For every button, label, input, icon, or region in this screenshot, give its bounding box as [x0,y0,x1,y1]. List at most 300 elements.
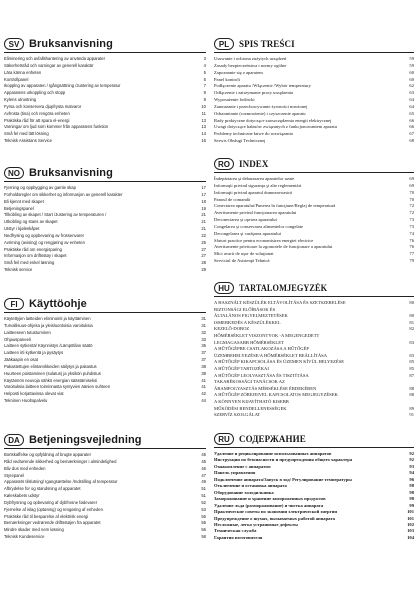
toc-entry [4,520,206,527]
toc-entry-page: 5 [203,76,206,82]
toc-entry-title: Teknisk Assistans Service [4,138,52,144]
toc-entry-page: 93 [409,463,414,469]
toc-entry-page: 27 [201,246,206,252]
toc-entry [214,238,414,245]
toc-entry-title: Usuwanie i ochrona zużytych urządzeń [214,56,287,61]
toc-entry-title: Helposti korjattavissa olevat viat [4,391,64,397]
toc-entry-title: Техническая служба [214,528,257,534]
toc-entry-title: Jääkaapin en osat [4,357,38,363]
toc-entry [4,70,206,77]
toc-entry-title: Ikopplng av apparaten / Igångsättning /Justering av temperatur [4,83,121,89]
toc-entry-page: 9 [203,97,206,103]
toc-entry-title: Informaţii privind siguranţa şi alte reglementări [214,182,302,188]
toc-entry-title: Odłączenie i zatrzymanie pracy urządzenia [214,90,294,96]
toc-entry [214,90,414,97]
toc-entry-page: 41 [201,377,206,383]
toc-entry-title: Mici avarii de uşor de soluţionat [214,251,274,257]
toc-entry [214,258,414,265]
language-badge: DA [4,434,24,446]
toc-entry-page: 99 [409,502,414,508]
toc-entry [214,313,414,320]
toc-entry [214,399,414,406]
toc-entry [214,190,414,197]
section-title: Bruksanvisning [29,167,113,179]
toc-entry [4,330,206,337]
language-badge: FI [4,298,24,310]
toc-entry-title: Utkobling og stans av skapet [4,219,58,225]
toc-entry-title: Предупреждение о шумах, вызываемых работой аппарата [214,515,335,521]
toc-entry-title: Informasjon om driftsstøy i skapet [4,253,67,259]
toc-entry-title: Varoituksia laitteen toiminnasta syntyvien äänien suhteen [4,384,111,390]
toc-entry-page: 92 [409,451,414,456]
toc-entry-page: 21 [201,219,206,225]
toc-entry-title: Bemærkninger vedrørende driftsstøjen fra apparatet [4,520,101,526]
toc-entry-page: 101 [407,515,414,521]
toc-entry-page: 4 [203,62,206,68]
section-title: INDEX [239,159,269,169]
toc-entry [214,210,414,217]
toc-entry-page: 76 [409,237,414,243]
section-title: TARTALOMJEGYZÉK [239,283,328,293]
toc-entry-title: Uwagi dotyczące hałasów związanych z funkcjonowaniem aparatu [214,124,337,130]
toc-entry-title: Råd vedrørende sikkerhed og bemærkninger i almindelighed [4,458,117,464]
toc-entry [214,346,414,353]
toc-list [4,316,206,405]
toc-entry-title: Удаление и рециклирование использованных аппаратов [214,451,332,456]
toc-entry-title: Несложные, легко устранимые дефекты [214,521,298,527]
toc-entry [214,386,414,393]
toc-entry-title: Apparatens urkoppling och stopp [4,90,66,96]
toc-entry [214,244,414,251]
toc-entry-title: Bortskaffelse og opfyldning af brugte apparater [4,452,91,457]
toc-entry-page: 32 [201,329,206,335]
toc-entry-title: Sfaturi practice pentru economisirea energiei electrice [214,237,314,243]
toc-entry [214,379,414,386]
toc-entry-page: 66 [409,124,414,130]
language-badge: HU [214,282,234,294]
toc-entry [214,320,414,327]
toc-list [214,56,414,145]
toc-entry-title: Nedfrysing og oppbevaring av frossenvarer [4,232,85,238]
toc-entry-title: Подключение аппарата/Запуск в ход/ Регулирование температуры [214,476,352,482]
toc-entry-page: 103 [407,528,414,534]
toc-entry-page: 73 [409,223,414,229]
toc-entry [4,378,206,385]
toc-entry [4,371,206,378]
toc-entry [214,203,414,210]
toc-entry-title: Praktiska råd för att spara el-energi [4,117,70,123]
toc-entry-page: 53 [201,506,206,512]
toc-entry [214,535,414,541]
toc-entry-title: Avriming (avising) og rengjøring av enheten [4,239,85,245]
toc-entry [214,138,414,145]
toc-entry-title: Tekninen Huoltopalvelu [4,398,48,404]
toc-entry [214,104,414,111]
toc-entry [4,514,206,521]
section-title: СОДЕРЖАНИЕ [239,434,306,444]
toc-entry [214,118,414,125]
toc-entry [4,138,206,145]
toc-entry-title: KEZELŐ-DOBOZ [214,326,250,332]
toc-entry-title: Serwis Obsługi Technicznej [214,138,266,144]
section-title: Betjeningsvejledning [29,434,142,446]
toc-list [4,56,206,145]
toc-entry-title: Laitteeseen tutustuminen [4,329,51,335]
toc-entry-title: Avertismente privind funcţionarea aparatului [214,210,297,216]
toc-entry-title: A HŰTŐGÉP KIKAPCSOLÁSA ÉS ÜZEMEN KÍVÜL HELYEZÉSE [214,359,345,365]
toc-entry-page: 55 [201,520,206,526]
toc-entry [4,118,206,125]
toc-entry-title: Fjernelse af islag (optøning) og rengøring af enheden [4,506,103,512]
toc-entry-title: Serviciul de Asistenţă Tehnică [214,258,270,264]
toc-entry-page: 72 [409,210,414,216]
toc-entry-page: 82 [409,326,414,332]
toc-entry [4,124,206,131]
toc-entry-page: 9 [203,90,206,96]
toc-entry [214,63,414,70]
toc-entry-page: 64 [409,97,414,103]
toc-entry [4,111,206,118]
toc-entry-page: 79 [409,258,414,264]
toc-entry-title: Bli kjennt med skapet [4,198,44,204]
toc-entry [4,486,206,493]
toc-entry-page: 28 [201,260,206,266]
toc-entry-page: 85 [409,365,414,371]
toc-entry-page: 80 [409,300,414,305]
toc-entry-page: 51 [201,493,206,499]
toc-entry-title: A HŰTŐGÉPBE CSATLAKOZÁSA A HŰTŐGÉP [214,346,309,352]
toc-entry-page: 88 [409,392,414,398]
toc-entry-title: Avfrosta (tina) och rengöra enheten [4,110,70,116]
toc-entry [214,366,414,373]
toc-entry [4,323,206,330]
toc-entry [4,131,206,138]
toc-entry-title: Informaţii privind aparatul dumneavoastră [214,189,292,195]
toc-entry-page: 3 [203,56,206,61]
toc-entry-title: Eliminering och avfallshantering av använda apparater [4,56,106,61]
toc-entry-title: Wyposażenie lodówki [214,97,255,103]
toc-entry-page: 16 [201,138,206,144]
toc-entry-title: Отключение и остановка аппарата [214,483,287,489]
toc-entry-page: 98 [409,496,414,502]
toc-entry [214,412,414,419]
toc-entry [4,63,206,70]
toc-entry [4,97,206,104]
toc-entry-title: Zamrażanie i przechowywanie żywności mrożonej [214,103,308,109]
toc-entry-page: 46 [201,465,206,471]
toc-section-fi [4,296,206,405]
toc-entry-title: Dybfrysning og opbevaring af dybfrosne fødevarer [4,499,98,505]
toc-entry-title: Fyrsa och konservera djupfrysta matvaror [4,103,82,109]
toc-entry-title: Podłączenie aparatu /Włączenie /Wybór temperatury [214,83,311,89]
toc-entry-page: 13 [201,117,206,123]
toc-entry [4,90,206,97]
toc-entry [214,83,414,90]
toc-entry [214,333,414,340]
toc-entry-title: Панель управления [214,470,256,476]
toc-entry [214,326,414,333]
toc-entry-page: 47 [201,472,206,478]
language-badge: SV [4,38,24,50]
toc-list [214,451,414,541]
section-header [214,431,414,448]
section-title: Käyttöohje [29,298,87,310]
toc-entry-page: 49 [201,479,206,485]
toc-entry-page: 51 [201,486,206,492]
toc-entry-title: A HŰTŐGÉP ZÖREJEIVEL KAPCSOLATOS MEGJEGYZÉSEK [214,392,338,398]
toc-entry-page: 85 [409,359,414,365]
toc-entry-title: Apparatets tilslutning/ Igangsættelse /Indstilling af temperatur [4,479,118,485]
toc-entry-title: Odszranianie (rozmrożenie) i czyszczenie aparatu [214,110,306,116]
toc-entry-title: Käytettyjen laitteiden eliminointi ja käyttäminen [4,316,91,321]
toc-entry-page: 96 [409,476,414,482]
toc-entry-title: Ознакомление с аппаратом [214,463,271,469]
toc-entry-title: Kontrollpanel [4,76,29,82]
toc-entry-page: 69 [409,182,414,188]
toc-entry [4,459,206,466]
toc-entry-page: 22 [201,232,206,238]
toc-entry-page: 72 [409,203,414,209]
toc-entry-page: 59 [409,62,414,68]
toc-entry-title: Замораживание и хранение замороженных продуктов [214,496,326,502]
section-title: Bruksanvisning [29,38,113,50]
toc-entry-title: Bliv dus med enheden [4,465,46,471]
toc-entry-title: Îndepărtarea şi debarasarea aparatelor uzate [214,176,295,181]
toc-section-ro [214,156,414,265]
toc-entry-title: Problemy techniczne łatwe do rozwiązania [214,131,293,137]
toc-entry-page: 59 [409,56,414,61]
toc-entry [4,83,206,90]
toc-entry-page: 21 [201,212,206,218]
toc-entry [4,384,206,391]
toc-entry-title: A KÖNNYEN KIJAVÍTHATÓ KISEBB [214,398,289,404]
toc-entry-title: Varningar om ljud som kommer från apparatens funktion [4,124,109,130]
section-header [214,280,414,297]
toc-entry-page: 68 [409,138,414,144]
toc-entry [4,479,206,486]
toc-entry [4,534,206,541]
toc-entry-page: 83 [409,339,414,345]
toc-entry-title: Kylens utrustning [4,97,37,103]
toc-entry-page: 14 [201,131,206,137]
section-header [4,36,206,53]
toc-entry-page: 98 [409,483,414,489]
toc-entry-title: SZERVÍZ SZOLGÁLAT [214,412,261,418]
toc-entry-page: 33 [201,336,206,342]
toc-entry [4,77,206,84]
toc-entry [4,267,206,274]
toc-entry-page: 83 [409,352,414,358]
toc-entry-title: Tilkobling av skapet / Start /Justering av temperaturen / [4,212,107,218]
toc-entry-title: Удаление льда (размораживание) и чистка аппарата [214,502,324,508]
section-header [4,432,206,449]
toc-entry-page: 29 [201,267,206,273]
toc-entry [214,56,414,63]
toc-entry-title: Практические советы по экономии электрической энергии [214,509,337,515]
toc-entry [4,206,206,213]
toc-entry-title: Гарантия изготовителя [214,534,263,540]
section-header [4,165,206,182]
toc-entry-title: Betjeningspanel [4,205,34,211]
toc-entry-title: Praktiske råd til besparelse af elektrisk energi [4,513,89,519]
toc-entry [4,473,206,480]
toc-entry-title: Turvallisuus-ohjeita ja yleisluontoisia varoituksia [4,322,93,328]
toc-entry [214,183,414,190]
toc-entry-page: 25 [201,239,206,245]
toc-entry-title: Инструкции по безопасности и предупреждения общего характера [214,457,353,463]
toc-entry-title: LEGMAGASABB HŐMÉRSÉKLET [214,339,284,345]
toc-entry-page: 98 [409,489,414,495]
toc-entry [4,337,206,344]
toc-entry-title: Laitteen irti kytkentä ja pysäytys [4,350,64,356]
toc-entry-title: Små fel med lätt lösning [4,131,49,137]
toc-entry-title: Teknisk service [4,267,33,273]
toc-entry-title: Avertismente privitoare la zgomotele de funcţionare a aparatului [214,244,333,250]
toc-entry-page: 77 [409,251,414,257]
toc-entry-title: Deconectarea şi oprirea aparatului [214,217,277,223]
toc-entry [214,97,414,104]
toc-list [4,185,206,274]
toc-entry-page: 60 [409,76,414,82]
toc-entry-title: Conectarea aparatului/Punerea în funcţiune/Reglaj de temperatură [214,203,336,209]
toc-entry [4,240,206,247]
toc-section-no [4,165,206,274]
toc-entry [214,300,414,307]
toc-entry-title: ÁLTALÁNOS FIGYELMEZTETÉSEK [214,313,288,319]
toc-entry [4,507,206,514]
toc-entry [214,176,414,183]
toc-entry-page: 74 [409,230,414,236]
toc-entry-title: Panoul de comandă [214,196,250,202]
toc-entry-title: Zapoznanie się z aparatem [214,69,263,75]
toc-entry-page: 37 [201,357,206,363]
toc-entry-page: 58 [201,534,206,540]
toc-entry [4,493,206,500]
section-title: SPIS TREŚCI [239,39,295,49]
toc-entry [214,70,414,77]
toc-entry-page: 70 [409,196,414,202]
toc-entry-page: 55 [201,513,206,519]
toc-entry-title: ÁRAMFOGYASZTÁS MÉRSÉKLÉSE ÉRDEKÉBEN [214,385,317,391]
toc-entry [4,527,206,534]
toc-entry-page: 65 [409,110,414,116]
toc-entry-page: 21 [201,226,206,232]
toc-entry [4,212,206,219]
language-badge: RO [214,158,234,170]
toc-entry-page: 38 [201,363,206,369]
toc-entry-title: Styrepanel [4,472,25,478]
toc-entry-title: Säkerhetsråd och varningar av generell karaktär [4,62,94,68]
toc-entry [214,251,414,258]
toc-entry-title: Fjerning og oppbygging av gamle skap [4,185,76,190]
toc-entry-title: A HŰTŐGÉP LEOLVASZTÁSA ÉS TISZTÍTÁSA [214,372,309,378]
toc-entry-page: 66 [409,117,414,123]
toc-entry-page: 17 [201,185,206,190]
toc-entry-page: 92 [409,457,414,463]
toc-entry [4,357,206,364]
toc-entry-title: Køleskabets udstyr [4,493,40,499]
toc-entry-page: 67 [409,131,414,137]
toc-entry [214,373,414,380]
toc-entry-title: Utstyr i kjøleskåpet [4,226,40,232]
toc-entry [214,359,414,366]
section-header [214,36,414,53]
toc-entry-title: Laitteen sytkentä/ Käynnistys /Lämpötilan säätö [4,343,93,349]
toc-entry-title: Rady praktyczne dotyczące zaoszczędzenia energii elektrycznej [214,117,332,123]
toc-entry-page: 64 [409,103,414,109]
toc-entry-title: HŐMÉRSÉKLET VISZONTYOK -A MEGENGEDETT [214,332,320,338]
section-header [214,156,414,173]
toc-entry-page: 35 [201,343,206,349]
toc-entry-page: 13 [201,124,206,130]
toc-entry-title: A HŰTŐGÉP TARTOZÉKAI [214,365,269,371]
toc-entry [4,500,206,507]
toc-entry [214,224,414,231]
toc-entry-title: Mindre skader med nem løsning [4,527,64,533]
toc-entry-title: Congelarea şi conservarea alimentelor congelate [214,223,304,229]
toc-entry-title: Afbrydelse for og standsning af apparatet [4,486,81,492]
toc-entry-page: 31 [201,322,206,328]
toc-entry [4,233,206,240]
toc-section-pl [214,36,414,145]
toc-list [214,176,414,265]
toc-entry [4,364,206,371]
toc-entry-page: 80 [409,313,414,319]
toc-entry [214,307,414,314]
toc-entry-title: BIZTONSÁGI ELŐÍRÁSOK ÉS [214,306,276,312]
toc-entry [4,260,206,267]
toc-entry-page: 81 [409,319,414,325]
toc-entry-page: 73 [409,217,414,223]
toc-entry-page: 89 [409,405,414,411]
toc-entry-page: 27 [201,253,206,259]
toc-entry-page: 56 [201,527,206,533]
toc-entry-page: 7 [203,83,206,89]
toc-entry [4,219,206,226]
toc-entry-page: 102 [407,521,414,527]
toc-entry [4,104,206,111]
toc-entry [214,231,414,238]
toc-entry [214,392,414,399]
toc-entry [214,77,414,84]
toc-entry-page: 11 [201,110,206,116]
section-header [4,296,206,313]
toc-entry [214,353,414,360]
toc-entry-title: Praktiske råd om energisparing [4,246,62,252]
toc-entry-page: 88 [409,385,414,391]
toc-entry [214,217,414,224]
toc-section-da [4,432,206,541]
toc-entry [4,192,206,199]
toc-entry [4,343,206,350]
toc-entry-title: Lära känna enheten [4,69,42,75]
toc-entry-page: 69 [409,176,414,181]
toc-entry [214,197,414,204]
toc-entry-page: 63 [409,90,414,96]
toc-entry-title: Ohjauspaneeli [4,336,31,342]
toc-entry-title: ISMERKEDÉS A KÉSZÜLÉKKEL [214,319,281,325]
toc-entry-page: 37 [201,350,206,356]
toc-entry [214,111,414,118]
toc-entry-page: 19 [201,205,206,211]
toc-entry-page: 87 [409,372,414,378]
toc-entry-title: Panel kontroli [214,76,240,82]
toc-entry-title: Pakastettujen elintarvikkeiden säilytys ja pakastus [4,363,97,369]
toc-entry [4,452,206,459]
toc-section-hu [214,280,414,419]
toc-entry-page: 70 [409,189,414,195]
toc-section-sv [4,36,206,145]
